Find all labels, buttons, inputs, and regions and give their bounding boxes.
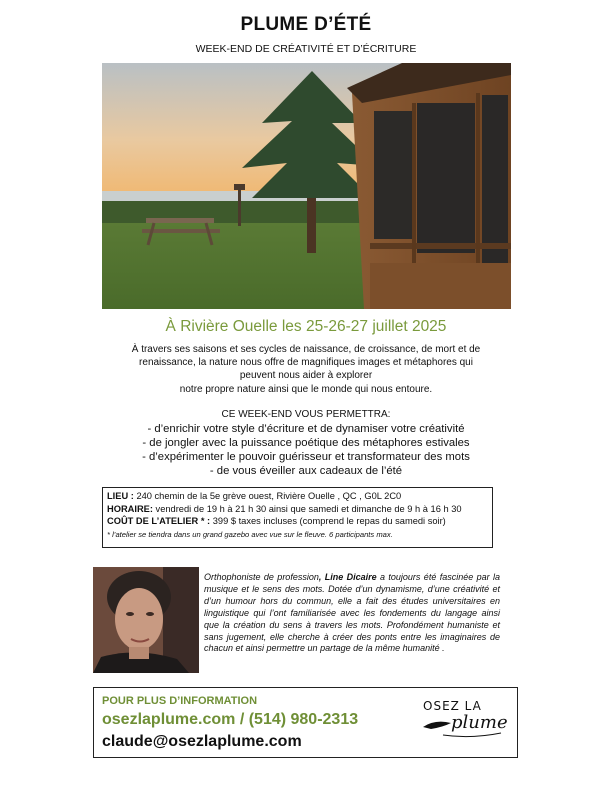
bio-text — [204, 572, 500, 655]
intro-line: notre propre nature ainsi que le monde qui nous entoure. — [179, 383, 433, 395]
cout-row — [107, 515, 488, 528]
bio-name: , Line Dicaire — [318, 572, 377, 582]
bio-prefix: Orthophoniste de profession — [204, 572, 319, 582]
benefit-item: - de jongler avec la puissance poétique des métaphores estivales — [142, 436, 470, 449]
contact-heading: POUR PLUS D’INFORMATION — [102, 695, 258, 707]
osez-la-plume-logo — [421, 697, 508, 749]
intro-line: renaissance, la nature nous offre de magnifiques images et métaphores qui — [139, 357, 473, 369]
page-subtitle: WEEK-END DE CRÉATIVITÉ ET D’ÉCRITURE — [195, 43, 417, 55]
benefits-heading: CE WEEK-END VOUS PERMETTRA: — [221, 409, 391, 420]
horaire-label: HORAIRE: — [107, 503, 153, 514]
benefit-item: - d’expérimenter le pouvoir guérisseur et transformateur des mots — [142, 450, 470, 463]
event-location-dates: À Rivière Ouelle les 25-26-27 juillet 2025 — [165, 318, 447, 335]
intro-line: À travers ses saisons et ses cycles de naissance, de croissance, de mort et de — [131, 344, 481, 355]
contact-email[interactable]: claude@osezlaplume.com — [102, 733, 302, 750]
logo-text-top: OSEZ LA — [423, 699, 482, 713]
benefit-item: - d’enrichir votre style d’écriture et de dynamiser votre créativité — [147, 422, 465, 435]
logo-text-bottom: plume — [451, 712, 508, 733]
cout-value: 399 $ taxes incluses (comprend le repas du samedi soir) — [210, 516, 446, 527]
lieu-row — [107, 490, 488, 503]
event-intro — [118, 343, 494, 396]
details-box — [102, 487, 493, 548]
details-note: * l’atelier se tiendra dans un grand gazebo avec vue sur le fleuve. 6 participants max. — [107, 529, 393, 539]
portrait-photo — [93, 567, 199, 673]
horaire-row — [107, 503, 488, 516]
lieu-value: 240 chemin de la 5e grève ouest, Rivière Ouelle , QC , G0L 2C0 — [133, 491, 402, 501]
benefits-section — [0, 408, 612, 478]
page-title: PLUME D’ÉTÉ — [240, 14, 372, 35]
cout-label: COÛT DE L’ATELIER * : — [107, 516, 211, 527]
benefit-item: - de vous éveiller aux cadeaux de l’été — [209, 464, 403, 477]
contact-web-phone[interactable]: osezlaplume.com / (514) 980-2313 — [102, 711, 359, 728]
horaire-value: vendredi de 19 h à 21 h 30 ainsi que samedi et dimanche de 9 h à 16 h 30 — [152, 503, 462, 514]
hero-photo — [102, 63, 511, 309]
contact-box — [93, 687, 518, 758]
intro-line: peuvent nous aider à explorer — [239, 370, 373, 382]
bio-body: a toujours été fascinée par la musique et le sens des mots. Dotée d’un dynamisme, d’une créativité et d’un humour hors du commun, elle a fait des études universitaires en linguistique qui l’ont familiarisée avec les fondements du langage ainsi que la création du sens à travers les mots. Profondément humaniste et sans jugement, elle cherche à créer des ponts entre les imaginaires de chacun et ainsi permettre un partage de la même humanité . — [204, 572, 501, 654]
lieu-label: LIEU : — [107, 491, 134, 501]
